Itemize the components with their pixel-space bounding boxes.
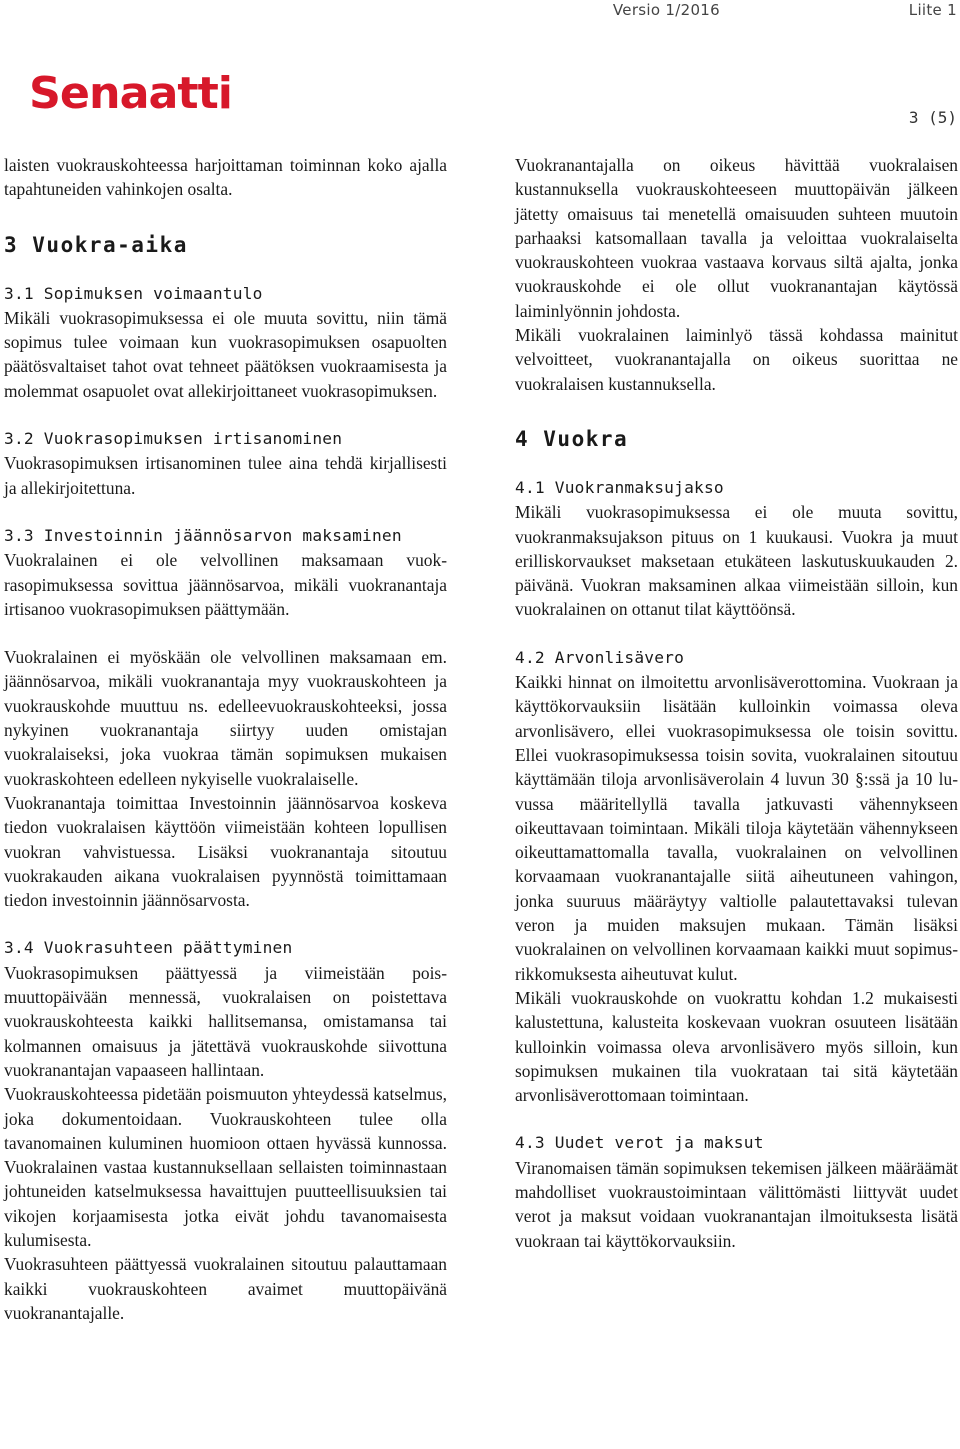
section-3-4-title: 3.4 Vuokrasuhteen päättyminen [4,938,293,958]
senaatti-logo-icon [29,70,234,112]
left-column [4,153,447,1325]
page-number: 3 (5) [908,108,957,127]
section-3-3-title: 3.3 Investoinnin jäännösarvon maksaminen [4,525,402,545]
section-3-1-text: Mikäli vuokrasopimuksessa ei ole muuta sovittu, niin tämä sopimus tulee voimaan kun vuokrasopimuksen osapuolten päätösvaltaiset tahot ovat tehneet päätöksen vuokraamisesta ja molemmat osapuolet ovat allekirjoittaneet vuokrasopimuksen. [4,307,447,401]
section-3-4-paragraph-3: Vuokrasuhteen päättyessä vuokralainen sitoutuu palauttamaan kaikki vuokrauskohteen avaimet muuttopäivänä vuokranantajalle. [4,1254,447,1323]
section-4-1-text: Mikäli vuokrasopimuksessa ei ole muuta sovittu, vuokranmaksujakson pituus on 1 kuukausi. Vuokra ja muut erilliskorvaukset maksetaan etukäteen laskutuskuukauden 2. päivänä. Vuokran maksaminen alkaa viimeistään silloin, kun vuokralainen on ottanut tilat käyttöönsä. [515,502,958,620]
section-3-title: 3 Vuokra-aika [4,232,188,257]
section-3-1-title: 3.1 Sopimuksen voimaantulo [4,283,263,303]
section-4-3-text: Viranomaisen tämän sopimuksen tekemisen jälkeen määräämät mahdolliset vuokraustoimintaan välittömästi liittyvät uudet verot ja maksut voidaan vuokranantajan ilmoituksesta lisätä vuokraan tai käyttökorvauksiin. [515,1157,958,1251]
senaatti-logo [29,70,234,117]
section-4-title: 4 Vuokra [515,426,629,451]
section-3-3-paragraph-3: Vuokranantaja toimittaa Investoinnin jäännösarvoa koskeva tiedon vuokralaisen käyttöön viimeistään kohteen lopullisen vuokran vahvistuessa. Lisäksi vuokranantaja sitoutuu vuokrakauden aikana vuokralaisen pyynnöstä toimittamaan tiedon investoinnin jäännösarvosta. [4,792,447,911]
section-4-2-paragraph-1: Kaikki hinnat on ilmoitettu arvonlisäverottomina. Vuokraan ja käyttökorvauksiin lisätään kulloinkin voimassa oleva arvonlisävero, ellei vuokrasopimuksessa ole toisin sovittu. Ellei vuokrasopimuksessa toisin sovita, vuokralainen sitoutuu käyttämään tiloja arvonlisäverolain 4 luvun 30 §:ssä ja 10 luvussa määritellyllä tavalla jatkuvasti vähennykseen oikeuttavaan toimintaan. Mikäli tiloja käytetään vähennykseen oikeuttamattomalla tavalla, vuokralainen on velvollinen korvaamaan vuokranantajalle siitä aiheutuneen vahingon, jonka suuruus määräytyy valtiolle palautettavaksi tulevan veron ja muiden maksujen mukaan. Tämän lisäksi vuokralainen on velvollinen korvaamaan kaikki muut sopimusrikkomuksesta aiheutuvat kulut. [515,672,958,984]
document-version: Versio 1/2016 [612,1,720,19]
section-4-1-title: 4.1 Vuokranmaksujakso [515,477,724,497]
section-4-2-paragraph-2: Mikäli vuokrauskohde on vuokrattu kohdan 1.2 mukaisesti kalustettuna, kalusteita koskevaan vuokran osuuteen lisätään kulloinkin voimassa oleva arvonlisävero myös silloin, kun sopimuksen mukainen tila vuokrataan tai sitä käytetään arvonlisäverottomaan toimintaan. [515,987,958,1106]
right-intro-paragraph-1: Vuokranantajalla on oikeus hävittää vuokralaisen kustannuksella vuokrauskohteeseen muuttopäivän jälkeen jätetty omaisuus tai menetellä omaisuuden suhteen muutoin parhaaksi katsomallaan tavalla ja veloittaa vuokralaiselta vuokrauskohteen vuokraa vastaava korvaus siltä ajalta, jonka vuokrauskohde ei ole ollut vuokranantajan käytössä laiminlyönnin johdosta. [515,155,958,321]
section-3-3-paragraph-2: Vuokralainen ei myöskään ole velvollinen maksamaan em. jäännösarvoa, mikäli vuokranantaja myy vuokrauskohteen ja vuokrauskohde muuttuu ns. edelleevuokrauskohteeksi, jossa nykyinen vuokranantaja siirtyy uuden omistajan vuokralaiseksi, joka vuokraa tämän sopimuksen mukaisen vuokraskohteen edelleen nykyiselle vuokralaiselle. [4,647,447,789]
logo-wordmark: Senaatti [29,70,232,112]
section-3-4-paragraph-2: Vuokrauskohteessa pidetään poismuuton yhteydessä katselmus, joka dokumentoidaan. Vuokrauskohteen tulee olla tavanomainen kuluminen huomioon ottaen hyvässä kunnossa. Vuokralainen vastaa kustannuksellaan sellaisten toiminnastaan johtuneiden katselmuksessa havaittujen puutteellisuuksien tai vikojen korjaamisesta jotka eivät johdu tavanomaisesta kulumisesta. [4,1084,447,1250]
section-3-2-text: Vuokrasopimuksen irtisanominen tulee aina tehdä kirjallisesti ja allekirjoitettuna. [4,453,447,498]
right-intro-paragraph-2: Mikäli vuokralainen laiminlyö tässä kohdassa mainitut velvoitteet, vuokranantajalla on oikeus suorittaa ne vuokralaisen kustannuksella. [515,325,958,394]
section-4-2-title: 4.2 Arvonlisävero [515,647,685,667]
section-3-2-title: 3.2 Vuokrasopimuksen irtisanominen [4,429,343,449]
attachment-label: Liite 1 [908,1,957,19]
section-3-4-paragraph-1: Vuokrasopimuksen päättyessä ja viimeistään poismuuttopäivään mennessä, vuokralaisen on poistettava vuokrauskohteesta kaikki hallitsemansa, omistamansa tai kolmannen omaisuus ja jätettävä vuokrauskohde siivottuna vuokranantajan vapaaseen hallintaan. [4,962,447,1080]
left-intro-paragraph: laisten vuokrauskohteessa harjoittaman toiminnan koko ajalla tapahtuneiden vahinkojen osalta. [4,155,447,200]
right-column [515,153,958,1253]
section-3-3-paragraph-1: Vuokralainen ei ole velvollinen maksamaan vuokrasopimuksessa sovittua jäännösarvoa, mikäli vuokranantaja irtisanoo vuokrasopimuksen päättymään. [4,550,447,619]
section-4-3-title: 4.3 Uudet verot ja maksut [515,1133,764,1153]
